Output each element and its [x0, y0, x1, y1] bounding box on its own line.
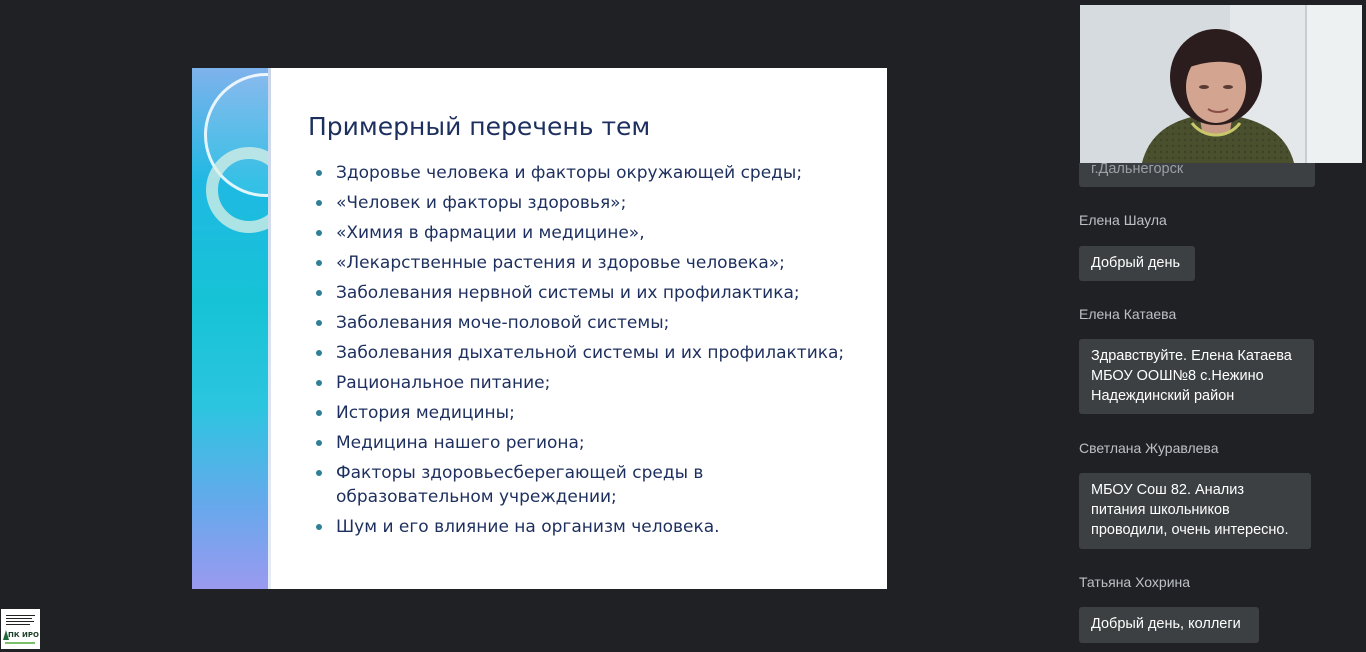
- logo-line: [6, 624, 30, 625]
- chat-panel[interactable]: [1066, 163, 1366, 652]
- topic-item: Заболевания моче-половой системы;: [314, 311, 854, 335]
- bullet-dot-icon: [316, 290, 322, 296]
- chat-sender-name: Елена Катаева: [1079, 306, 1177, 322]
- logo-line: [6, 621, 34, 622]
- chat-message-bubble: Добрый день, коллеги: [1079, 607, 1259, 643]
- chat-message-bubble: Здравствуйте. Елена Катаева МБОУ ООШ№8 с.Нежино Надеждинский район: [1079, 339, 1314, 414]
- topic-item: Заболевания дыхательной системы и их профилактика;: [314, 341, 854, 365]
- chat-message-bubble-truncated: г.Дальнегорск: [1079, 163, 1315, 187]
- logo-line: [6, 615, 35, 616]
- topic-item: Заболевания нервной системы и их профилактика;: [314, 281, 854, 305]
- bullet-dot-icon: [316, 350, 322, 356]
- chat-sender-name: Татьяна Хохрина: [1079, 574, 1191, 590]
- topic-item: Здоровье человека и факторы окружающей среды;: [314, 161, 854, 185]
- logo-line: [6, 618, 32, 619]
- topic-item: Медицина нашего региона;: [314, 431, 854, 455]
- topic-item: Рациональное питание;: [314, 371, 854, 395]
- logo-underline: [5, 642, 35, 644]
- bullet-dot-icon: [316, 524, 322, 530]
- chat-message-bubble: МБОУ Сош 82. Анализ питания школьников проводили, очень интересно.: [1079, 473, 1311, 549]
- topic-item: Факторы здоровьесберегающей среды в образовательном учреждении;: [314, 461, 854, 509]
- bullet-dot-icon: [316, 170, 322, 176]
- chat-message-bubble: Добрый день: [1079, 246, 1195, 281]
- bullet-dot-icon: [316, 260, 322, 266]
- bullet-dot-icon: [316, 200, 322, 206]
- bullet-dot-icon: [316, 470, 322, 476]
- chat-sender-name: Елена Шаула: [1079, 212, 1167, 228]
- topic-item: Шум и его влияние на организм человека.: [314, 515, 854, 539]
- topic-item: «Лекарственные растения и здоровье человека»;: [314, 251, 854, 275]
- organization-logo: [1, 609, 40, 649]
- participant-video-frame: [1080, 5, 1362, 163]
- bullet-dot-icon: [316, 440, 322, 446]
- slide-band-edge: [268, 68, 271, 589]
- bullet-dot-icon: [316, 230, 322, 236]
- logo-text: ПК ИРО: [8, 631, 39, 639]
- bullet-dot-icon: [316, 320, 322, 326]
- slide-decorative-band: [192, 68, 268, 589]
- topic-item: «Человек и факторы здоровья»;: [314, 191, 854, 215]
- bullet-dot-icon: [316, 380, 322, 386]
- chat-sender-name: Светлана Журавлева: [1079, 440, 1219, 456]
- slide-title: Примерный перечень тем: [308, 112, 651, 141]
- bullet-dot-icon: [316, 410, 322, 416]
- topic-item: «Химия в фармации и медицине»,: [314, 221, 854, 245]
- presentation-slide: [192, 68, 887, 589]
- topic-list: [314, 161, 854, 545]
- participant-video-tile[interactable]: [1080, 5, 1362, 163]
- topic-item: История медицины;: [314, 401, 854, 425]
